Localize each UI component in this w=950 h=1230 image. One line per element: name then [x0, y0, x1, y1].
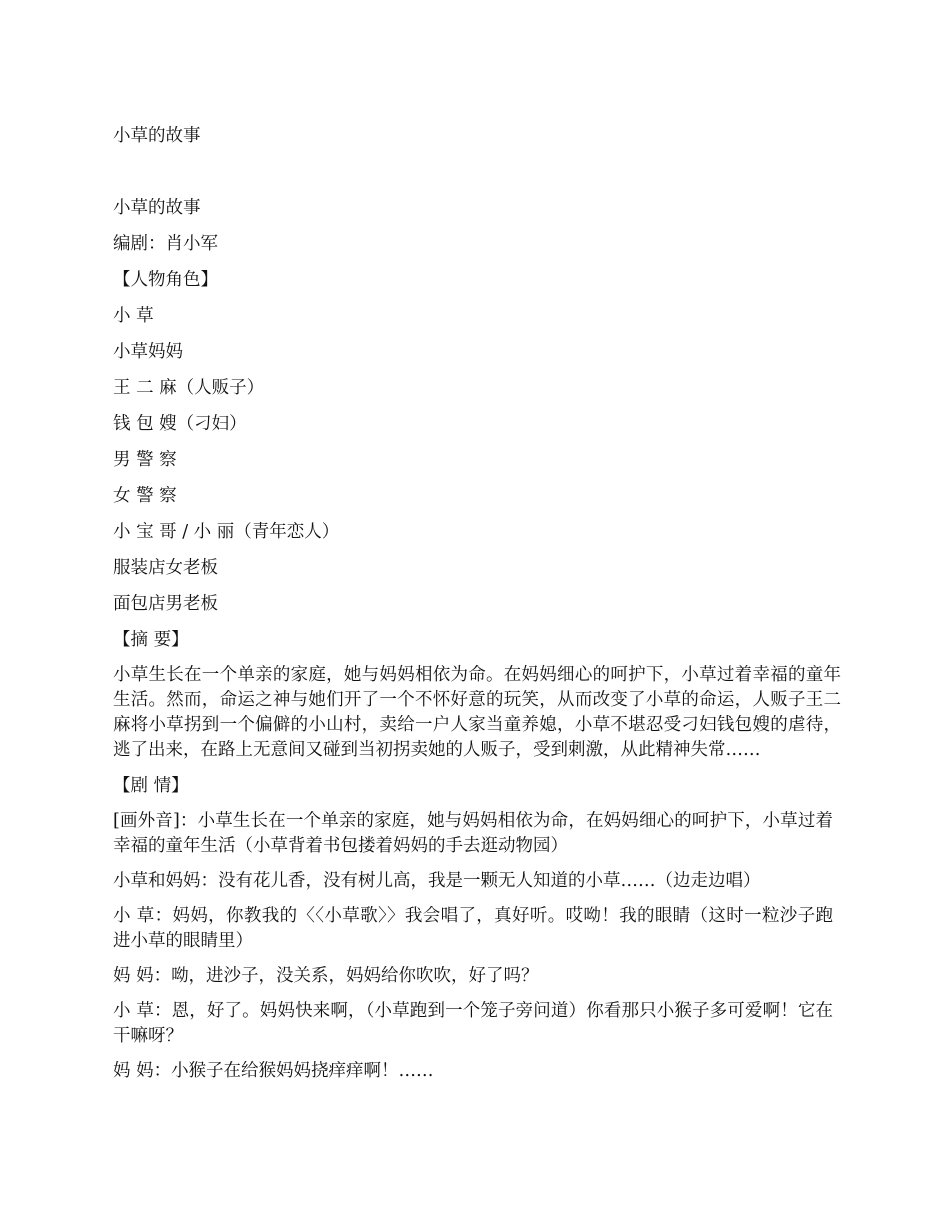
plot-paragraph: [画外音]：小草生长在一个单亲的家庭，她与妈妈相依为命，在妈妈细心的呵护下，小草过着幸福的童年生活（小草背着书包搂着妈妈的手去逛动物园） — [113, 811, 833, 856]
role-item: 小 草 — [113, 306, 154, 326]
roles-heading: 【人物角色】 — [113, 270, 218, 290]
document-content — [113, 123, 843, 1094]
role-item: 服装店女老板 — [113, 558, 218, 578]
play-author: 编剧：肖小军 — [113, 234, 218, 254]
document-header-title: 小草的故事 — [113, 126, 201, 146]
play-title: 小草的故事 — [113, 198, 201, 218]
role-item: 小 宝 哥 / 小 丽（青年恋人） — [113, 522, 340, 542]
summary-heading: 【摘 要】 — [113, 630, 189, 650]
plot-paragraph: 妈 妈：呦，进沙子，没关系，妈妈给你吹吹，好了吗？ — [113, 966, 539, 986]
summary-paragraph: 小草生长在一个单亲的家庭，她与妈妈相依为命。在妈妈细心的呵护下，小草过着幸福的童年生活。然而，命运之神与她们开了一个不怀好意的玩笑，从而改变了小草的命运，人贩子王二麻将小草拐到一个偏僻的小山村，卖给一户人家当童养媳，小草不堪忍受刁妇钱包嫂的虐待，逃了出来，在路上无意间又碰到当初拐卖她的人贩子，受到刺激，从此精神失常…… — [113, 665, 841, 760]
plot-paragraph: 小草和妈妈：没有花儿香，没有树儿高，我是一颗无人知道的小草……（边走边唱） — [113, 871, 761, 891]
role-item: 女 警 察 — [113, 486, 177, 506]
role-item: 小草妈妈 — [113, 342, 183, 362]
plot-paragraph: 妈 妈：小猴子在给猴妈妈挠痒痒啊！…… — [113, 1061, 434, 1081]
plot-paragraph: 小 草：妈妈，你教我的〈〈小草歌〉〉我会唱了，真好听。哎呦！我的眼睛（这时一粒沙子跑进小草的眼睛里） — [113, 906, 833, 951]
role-item: 钱 包 嫂（刁妇） — [113, 414, 247, 434]
role-item: 男 警 察 — [113, 450, 177, 470]
role-item: 面包店男老板 — [113, 594, 218, 614]
plot-heading: 【剧 情】 — [113, 776, 189, 796]
plot-paragraph: 小 草：恩，好了。妈妈快来啊，（小草跑到一个笼子旁问道）你看那只小猴子多可爱啊！它在干嘛呀？ — [113, 1001, 833, 1046]
role-item: 王 二 麻（人贩子） — [113, 378, 265, 398]
